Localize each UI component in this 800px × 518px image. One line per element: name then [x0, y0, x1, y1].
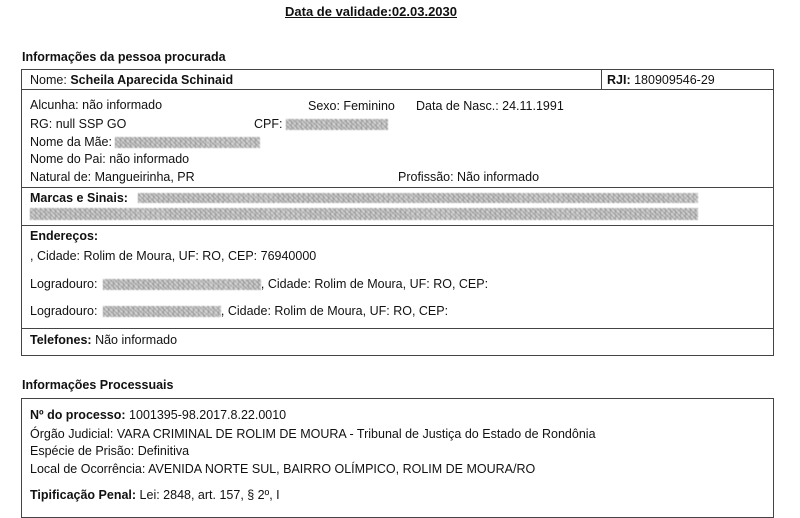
- rji-value: 180909546-29: [634, 73, 715, 87]
- address-2: [30, 277, 488, 291]
- phones-value: Não informado: [95, 333, 178, 347]
- logradouro-label: Logradouro:: [30, 277, 98, 291]
- penal-classification-field: [30, 488, 280, 502]
- cpf-label: CPF:: [254, 117, 283, 131]
- profession-field: Profissão: Não informado: [398, 170, 540, 184]
- rg-field: RG: null SSP GO: [30, 117, 127, 131]
- penal-classification-label: Tipificação Penal:: [30, 488, 137, 502]
- marks-redacted-line-1: [138, 193, 698, 203]
- logradouro-label: Logradouro:: [30, 304, 98, 318]
- occurrence-location-field: Local de Ocorrência: AVENIDA NORTE SUL, BAIRRO OLÍMPICO, ROLIM DE MOURA/RO: [30, 462, 536, 476]
- person-section-title: Informações da pessoa procurada: [22, 50, 226, 64]
- name-label: Nome:: [30, 73, 67, 87]
- divider: [21, 225, 774, 226]
- address-2-redacted: [103, 279, 261, 290]
- divider: [21, 187, 774, 188]
- marks-field: [30, 191, 128, 205]
- father-name-field: Nome do Pai: não informado: [30, 152, 190, 166]
- name-field: [30, 73, 233, 87]
- penal-classification-value: Lei: 2848, art. 157, § 2º, I: [139, 488, 280, 502]
- rji-label: RJI:: [607, 73, 631, 87]
- birth-date-field: Data de Nasc.: 24.11.1991: [416, 99, 564, 113]
- cpf-field: [254, 117, 388, 131]
- phones-label: Telefones:: [30, 333, 92, 347]
- divider: [21, 328, 774, 329]
- rji-field: [607, 73, 715, 87]
- alcunha-field: Alcunha: não informado: [30, 98, 163, 112]
- address-3-redacted: [103, 306, 221, 317]
- validity-date: Data de validade:02.03.2030: [285, 4, 457, 19]
- process-number-label: Nº do processo:: [30, 408, 126, 422]
- name-value: Scheila Aparecida Schinaid: [70, 73, 234, 87]
- divider: [601, 69, 602, 89]
- mother-name-field: [30, 135, 260, 149]
- mother-name-label: Nome da Mãe:: [30, 135, 112, 149]
- marks-label: Marcas e Sinais:: [30, 191, 128, 205]
- address-3: [30, 304, 448, 318]
- court-field: Órgão Judicial: VARA CRIMINAL DE ROLIM DE MOURA - Tribunal de Justiça do Estado de Rondônia: [30, 427, 596, 441]
- arrest-type-field: Espécie de Prisão: Definitiva: [30, 444, 190, 458]
- process-number-field: [30, 408, 286, 422]
- sexo-field: Sexo: Feminino: [308, 99, 395, 113]
- divider: [21, 89, 774, 90]
- address-3-suffix: , Cidade: Rolim de Moura, UF: RO, CEP:: [220, 304, 449, 318]
- mother-name-redacted: [115, 137, 260, 148]
- process-section-title: Informações Processuais: [22, 378, 174, 392]
- phones-field: [30, 333, 177, 347]
- address-1: , Cidade: Rolim de Moura, UF: RO, CEP: 76940000: [30, 249, 317, 263]
- addresses-label: Endereços:: [30, 229, 99, 243]
- process-number-value: 1001395-98.2017.8.22.0010: [129, 408, 287, 422]
- cpf-redacted: [286, 119, 388, 130]
- address-2-suffix: , Cidade: Rolim de Moura, UF: RO, CEP:: [260, 277, 489, 291]
- marks-redacted-line-2: [30, 208, 698, 220]
- birthplace-field: Natural de: Mangueirinha, PR: [30, 170, 195, 184]
